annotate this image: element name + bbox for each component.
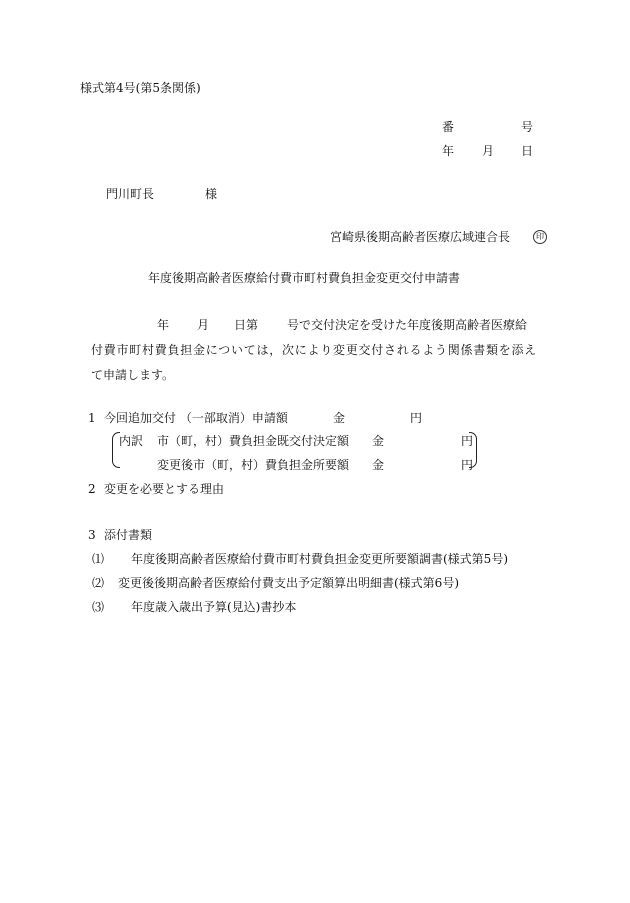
body-line2: 付費市町村費負担金については，次により変更交付されるよう関係書類を添え [91,343,538,357]
breakdown-row2-kin: 金 [372,458,385,472]
date-day: 日 [521,144,534,158]
breakdown-row2-label: 変更後市（町，村）費負担金所要額 [157,458,350,472]
body-month: 月 [197,318,210,332]
attachment-2-number: ⑵ [92,576,105,590]
number-suffix: 号 [521,120,534,134]
form-number: 様式第4号(第5条関係) [80,81,201,95]
breakdown-row1-kin: 金 [372,434,385,448]
seal-mark: 印 [533,230,547,244]
item-3-number: 3 [88,528,96,542]
number-label: 番 [442,120,455,134]
date-month: 月 [482,144,495,158]
item-2-number: 2 [88,482,96,496]
body-day: 日第 [234,318,259,332]
attachment-3-number: ⑶ [92,600,105,614]
item-1-number: 1 [88,411,96,425]
item-1-kin: 金 [333,411,346,425]
document-title: 年度後期高齢者医療給付費市町村費負担金変更交付申請書 [148,271,461,285]
breakdown-row2-yen: 円 [461,458,474,472]
sender-name: 宮崎県後期高齢者医療広域連合長 [330,230,511,244]
attachment-2-text: 変更後後期高齢者医療給付費支出予定額算出明細書(様式第6号) [118,576,460,590]
body-year: 年 [157,318,170,332]
item-2-label: 変更を必要とする理由 [104,482,225,496]
item-1-yen: 円 [410,411,423,425]
breakdown-label: 内訳 [119,434,144,448]
attachment-1-text: 年度後期高齢者医療給付費市町村費負担金変更所要額調書(様式第5号) [131,552,509,566]
breakdown-row1-label: 市（町，村）費負担金既交付決定額 [157,434,350,448]
body-line3: て申請します。 [91,368,175,382]
addressee-honorific: 様 [205,187,218,201]
attachment-1-number: ⑴ [92,552,105,566]
item-3-label: 添付書類 [104,528,153,542]
date-year: 年 [442,144,455,158]
addressee-name: 門川町長 [106,187,155,201]
item-1-label: 今回追加交付 （一部取消）申請額 [104,411,288,425]
attachment-3-text: 年度歳入歳出予算(見込)書抄本 [131,600,297,614]
body-line1-text: 号で交付決定を受けた年度後期高齢者医療給 [287,318,528,332]
breakdown-row1-yen: 円 [461,434,474,448]
